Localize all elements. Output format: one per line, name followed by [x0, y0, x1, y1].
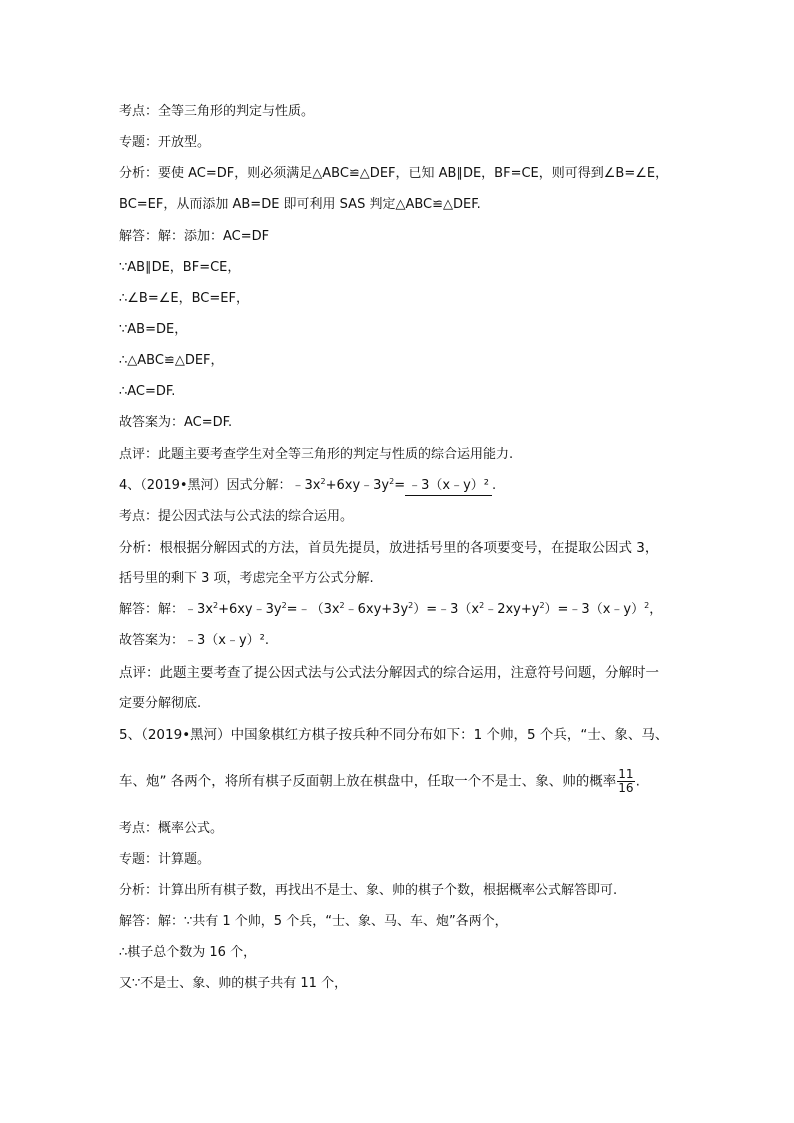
probability-fraction: $\frac{11}{16}$	[618, 767, 634, 795]
question-5-line-1: 5、（2019•黑河）中国象棋红方棋子按兵种不同分布如下：1 个帅，5 个兵，“士、象、马、	[119, 727, 669, 743]
kaodian-line-5: 考点：概率公式。	[119, 821, 224, 836]
proof-line-3: ∵AB=DE，	[119, 322, 188, 337]
zhuanti-line-1: 专题：开放型。	[119, 135, 211, 150]
jieda-line-1: 解答：解：添加：AC=DF	[119, 229, 270, 244]
fenxi-line-2: BC=EF，从而添加 AB=DE 即可利用 SAS 判定△ABC≌△DEF.	[119, 197, 481, 212]
fenxi-line-4b: 括号里的剩下 3 项，考虑完全平方公式分解.	[119, 571, 374, 586]
answer-blank-4: ﹣3（x﹣y）²	[405, 477, 492, 496]
jieda-line-4: 解答：解：$﹣3x^2+6xy﹣3y^2=﹣(3x^2﹣6xy+3y^2)=﹣3(x^2﹣2xy+y^2)=﹣3(x﹣y)^2$，	[119, 601, 663, 617]
jieda-line-5: 解答：解：∵共有 1 个帅，5 个兵，“士、象、马、车、炮”各两个，	[119, 914, 508, 929]
kaodian-line-1: 考点：全等三角形的判定与性质。	[119, 104, 315, 119]
proof-line-4: ∴△ABC≌△DEF，	[119, 353, 224, 368]
fenxi-line-5: 分析：计算出所有棋子数，再找出不是士、象、帅的棋子个数，根据概率公式解答即可.	[119, 883, 618, 898]
answer-line-4: 故答案为：﹣3（x﹣y）².	[119, 633, 270, 648]
proof-line-5b: 又∵不是士、象、帅的棋子共有 11 个，	[119, 976, 348, 991]
proof-line-5: ∴AC=DF.	[119, 384, 176, 399]
answer-line-3: 故答案为：AC=DF.	[119, 415, 233, 430]
zhuanti-line-5: 专题：计算题。	[119, 852, 211, 867]
fenxi-line-4a: 分析：根根据分解因式的方法，首员先提员，放进括号里的各项要变号，在提取公因式 3，	[119, 540, 659, 556]
fenxi-line-1: 分析：要使 AC=DF，则必须满足△ABC≌△DEF，已知 AB∥DE，BF=CE，则可得到∠B=∠E，	[119, 166, 669, 181]
proof-line-2: ∴∠B=∠E，BC=EF，	[119, 291, 249, 306]
dianping-line-4a: 点评：此题主要考查了提公因式法与公式法分解因式的综合运用，注意符号问题，分解时一	[119, 665, 659, 681]
proof-line-5a: ∴棋子总个数为 16 个，	[119, 945, 257, 960]
dianping-line-4b: 定要分解彻底.	[119, 696, 202, 711]
kaodian-line-4: 考点：提公因式法与公式法的综合运用。	[119, 509, 354, 524]
proof-line-1: ∵AB∥DE，BF=CE，	[119, 260, 241, 275]
question-4: 4、（2019•黑河）因式分解：$﹣3x^2+6xy﹣3y^2=$ ﹣3（x﹣y）² .	[119, 477, 679, 496]
question-5-line-2: 车、炮” 各两个，将所有棋子反面朝上放在棋盘中，任取一个不是士、象、帅的概率 $\frac{11}{16}$ .	[119, 767, 640, 795]
dianping-line-3: 点评：此题主要考查学生对全等三角形的判定与性质的综合运用能力.	[119, 447, 514, 462]
